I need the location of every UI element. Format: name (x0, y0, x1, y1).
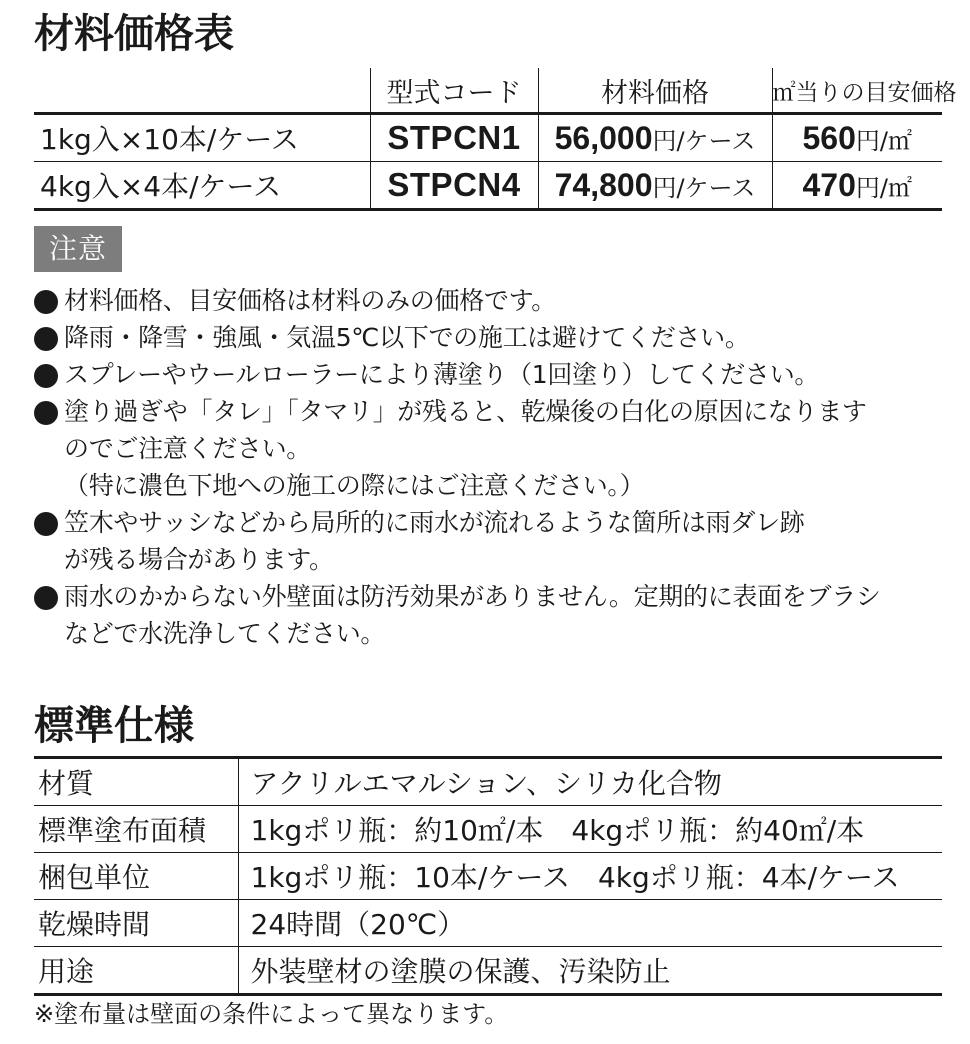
per-sqm-cell (772, 114, 942, 162)
spec-table-title: 標準仕様 (34, 703, 194, 749)
spec-value: 24時間（20℃） (238, 900, 942, 947)
note-text-cont: （特に濃色下地への施工の際にはご注意ください。） (64, 471, 645, 500)
note-text: 雨水のかからない外壁面は防汚効果がありません。定期的に表面をブラシ (64, 582, 881, 611)
price-value: 56,000 (554, 119, 653, 156)
header-blank (34, 68, 370, 114)
model-code-cell (370, 114, 538, 162)
note-text-cont: が残る場合があります。 (64, 545, 334, 574)
caution-badge: 注意 (34, 226, 122, 272)
bullet-icon (34, 401, 58, 425)
spec-value (238, 806, 942, 853)
table-row (34, 114, 942, 162)
package-cell: 1kg入×10本/ケース (34, 114, 370, 162)
note-text: 塗り過ぎや「タレ」「タマリ」が残ると、乾燥後の白化の原因になります (64, 397, 867, 426)
list-item (34, 578, 954, 652)
material-price-cell (538, 162, 772, 210)
spec-value: アクリルエマルション、シリカ化合物 (238, 758, 942, 806)
price-table-header-row (34, 68, 942, 114)
list-item (34, 393, 954, 504)
note-text: 笠木やサッシなどから局所的に雨水が流れるような箇所は雨ダレ跡 (64, 508, 805, 537)
spec-key: 用途 (34, 947, 238, 995)
spec-value-b: 4kgポリ瓶：4本/ケース (597, 861, 900, 894)
bullet-icon (34, 290, 58, 314)
list-item (34, 504, 954, 578)
spec-key: 乾燥時間 (34, 900, 238, 947)
spec-value-b: 4kgポリ瓶：約40㎡/本 (571, 814, 865, 847)
price-value: 74,800 (554, 166, 653, 203)
spec-value: 外装壁材の塗膜の保護、汚染防止 (238, 947, 942, 995)
price-table-title: 材料価格表 (34, 11, 234, 57)
price-table (34, 68, 957, 211)
per-sqm-unit: 円/㎡ (855, 126, 912, 155)
spec-key: 梱包単位 (34, 853, 238, 900)
package-cell: 4kg入×4本/ケース (34, 162, 370, 210)
model-code: STPCN1 (387, 119, 521, 156)
spec-value-a: 1kgポリ瓶：約10㎡/本 (250, 814, 544, 847)
model-code-cell (370, 162, 538, 210)
table-row (34, 853, 942, 900)
per-sqm-unit: 円/㎡ (855, 173, 912, 202)
list-item (34, 282, 954, 319)
per-sqm-cell (772, 162, 942, 210)
note-text: 降雨・降雪・強風・気温5℃以下での施工は避けてください。 (64, 323, 750, 352)
bullet-icon (34, 364, 58, 388)
table-row (34, 947, 942, 995)
spec-value-a: 1kgポリ瓶：10本/ケース (250, 861, 570, 894)
model-code: STPCN4 (387, 166, 521, 203)
price-unit: 円/ケース (652, 126, 756, 155)
bullet-icon (34, 586, 58, 610)
table-row (34, 900, 942, 947)
note-text: 材料価格、目安価格は材料のみの価格です。 (64, 286, 557, 315)
table-row (34, 758, 942, 806)
spec-key: 材質 (34, 758, 238, 806)
bullet-icon (34, 512, 58, 536)
bullet-icon (34, 327, 58, 351)
spec-value (238, 853, 942, 900)
spec-key: 標準塗布面積 (34, 806, 238, 853)
footnote: ※塗布量は壁面の条件によって異なります。 (34, 1000, 509, 1028)
header-model-code: 型式コード (370, 68, 538, 114)
list-item (34, 319, 954, 356)
header-price-per-sqm: ㎡当りの目安価格 (772, 68, 942, 114)
price-unit: 円/ケース (652, 173, 756, 202)
list-item (34, 356, 954, 393)
table-row (34, 162, 942, 210)
caution-list (34, 282, 954, 652)
note-text-cont: などで水洗浄してください。 (64, 619, 386, 648)
material-price-cell (538, 114, 772, 162)
spec-table (34, 756, 942, 996)
per-sqm-value: 470 (802, 166, 856, 203)
header-material-price: 材料価格 (538, 68, 772, 114)
note-text: スプレーやウールローラーにより薄塗り（1回塗り）してください。 (64, 360, 820, 389)
note-text-cont: のでご注意ください。 (64, 434, 312, 463)
table-row (34, 806, 942, 853)
per-sqm-value: 560 (802, 119, 856, 156)
